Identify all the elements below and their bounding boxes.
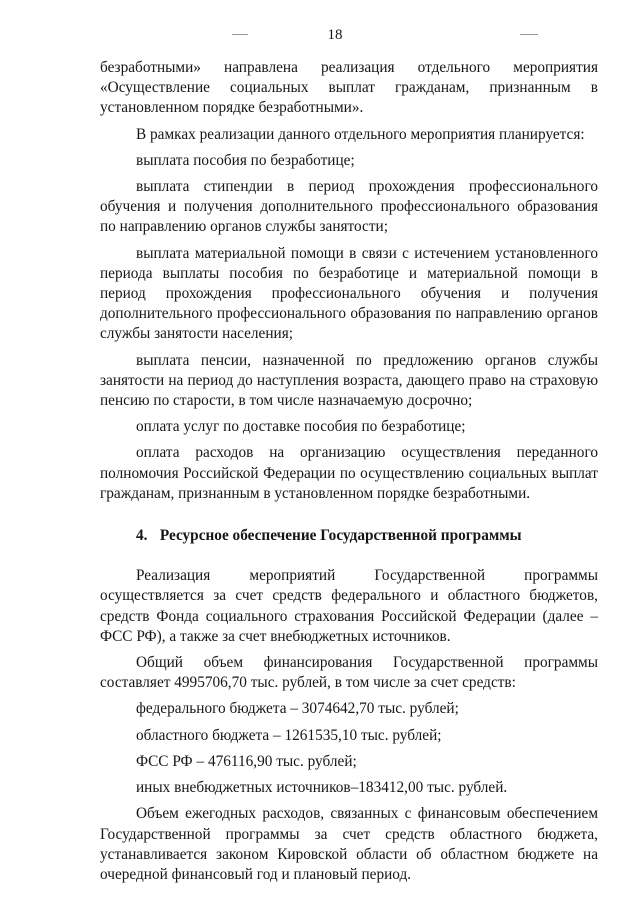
section-heading [100, 526, 598, 546]
section-number: 4. [136, 527, 148, 545]
financing-source: ФСС РФ – 476116,90 тыс. рублей; [136, 752, 357, 770]
scan-marks [0, 34, 640, 38]
planned-item: выплата пенсии, назначенной по предложению органов службы занятости на период до наступления возраста, дающего право на страховую пенсию по старости, в том числе назначаемую досрочно; [100, 351, 598, 410]
annual-expenses-paragraph: Объем ежегодных расходов, связанных с финансовым обеспечением Государственной программы за счет средств областного бюджета, устанавливается законом Кировской области об областном бюджете на очередной финансовый год и плановый период. [100, 805, 598, 883]
resource-intro-paragraph: Реализация мероприятий Государственной программы осуществляется за счет средств федерального и областного бюджетов, средств Фонда социального страхования Российской Федерации (далее – ФСС РФ), а также за счет внебюджетных источников. [100, 567, 598, 645]
planned-item: выплата пособия по безработице; [136, 151, 355, 169]
planned-item: оплата услуг по доставке пособия по безработице; [136, 418, 466, 436]
financing-source: областного бюджета – 1261535,10 тыс. рублей; [136, 726, 442, 744]
page-number: 18 [327, 27, 343, 43]
intro-paragraph: безработными» направлена реализация отдельного мероприятия «Осуществление социальных выплат гражданам, признанным в установленном порядке безработными». [100, 59, 598, 117]
planned-item: оплата расходов на организацию осуществления переданного полномочия Российской Федерации по осуществлению социальных выплат гражданам, признанным в установленном порядке безработными. [100, 444, 598, 502]
financing-source: иных внебюджетных источников–183412,00 тыс. рублей. [136, 779, 508, 797]
planned-intro: В рамках реализации данного отдельного мероприятия планируется: [136, 125, 585, 143]
section-title: Ресурсное обеспечение Государственной программы [159, 527, 522, 545]
scan-mark-left [232, 34, 248, 35]
planned-item: выплата стипендии в период прохождения профессионального обучения и получения дополнительного профессионального образования по направлению органов службы занятости; [100, 178, 598, 236]
total-financing-paragraph: Общий объем финансирования Государственной программы составляет 4995706,70 тыс. рублей, в том числе за счет средств: [100, 654, 598, 692]
planned-item: выплата материальной помощи в связи с истечением установленного периода выплаты пособия по безработице и материальной помощи в период прохождения профессионального обучения и получения дополнительного профессионального образования по направлению органов службы занятости населения; [100, 244, 598, 343]
financing-source: федерального бюджета – 3074642,70 тыс. рублей; [136, 700, 459, 718]
scan-mark-right [520, 34, 538, 35]
